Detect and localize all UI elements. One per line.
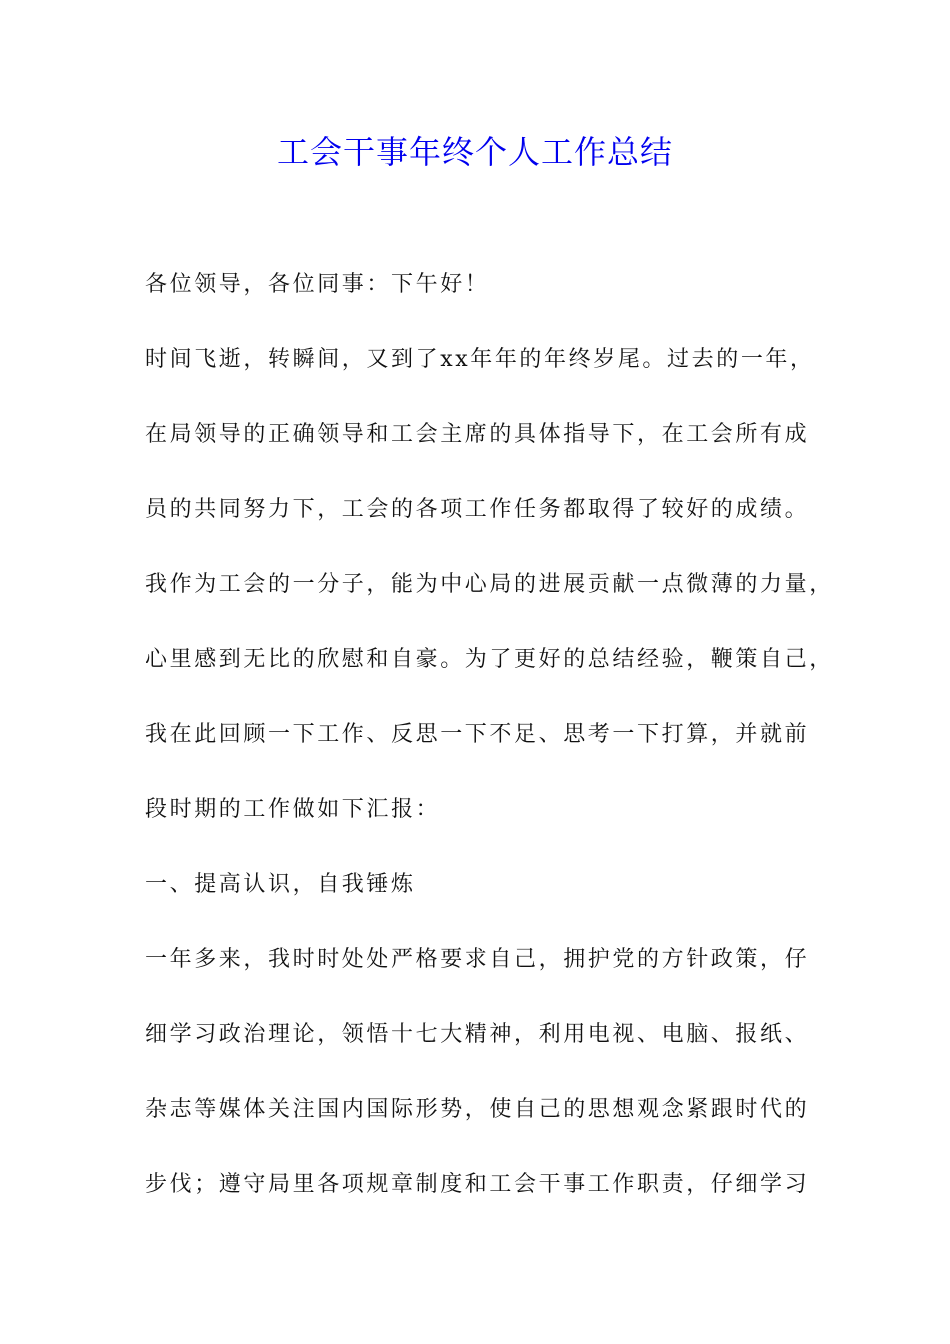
body-line: 一年多来，我时时处处严格要求自己，拥护党的方针政策，仔 xyxy=(145,947,810,972)
greeting-line: 各位领导，各位同事：下午好！ xyxy=(145,272,490,297)
body-line: 员的共同努力下，工会的各项工作任务都取得了较好的成绩。 xyxy=(145,497,810,522)
section-heading: 一、提高认识，自我锤炼 xyxy=(145,872,416,897)
body-line: 杂志等媒体关注国内国际形势，使自己的思想观念紧跟时代的 xyxy=(145,1097,810,1122)
document-title: 工会干事年终个人工作总结 xyxy=(276,133,673,171)
body-line: 细学习政治理论，领悟十七大精神，利用电视、电脑、报纸、 xyxy=(145,1022,810,1047)
body-line: 步伐；遵守局里各项规章制度和工会干事工作职责，仔细学习 xyxy=(145,1172,810,1197)
body-line: 在局领导的正确领导和工会主席的具体指导下，在工会所有成 xyxy=(145,422,810,447)
body-line: 我在此回顾一下工作、反思一下不足、思考一下打算，并就前 xyxy=(145,722,810,747)
body-line: 段时期的工作做如下汇报： xyxy=(145,797,441,822)
body-line: 我作为工会的一分子，能为中心局的进展贡献一点微薄的力量， xyxy=(145,572,834,597)
body-line: 时间飞逝，转瞬间，又到了xx年年的年终岁尾。过去的一年， xyxy=(145,347,815,372)
body-line: 心里感到无比的欣慰和自豪。为了更好的总结经验，鞭策自己， xyxy=(145,647,834,672)
